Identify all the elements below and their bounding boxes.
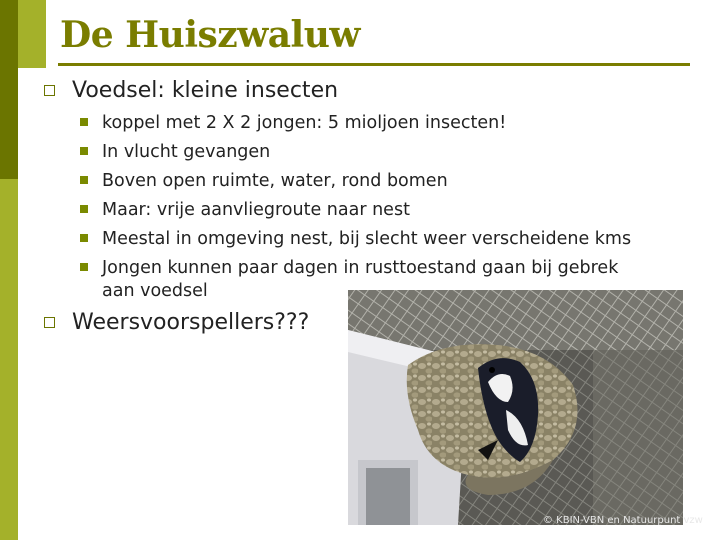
sidebar-tab (18, 0, 46, 68)
house-martin-nest-illustration (348, 290, 683, 525)
sub-bullet-text: Boven open ruimte, water, rond bomen (102, 171, 448, 191)
sidebar-light-band (0, 179, 18, 540)
bullet-text: Voedsel: kleine insecten (72, 78, 339, 103)
filled-square-bullet-icon (80, 147, 88, 155)
bullet-text: Weersvoorspellers??? (72, 310, 310, 335)
filled-square-bullet-icon (80, 205, 88, 213)
sub-bullet-text: koppel met 2 X 2 jongen: 5 mioljoen insecten! (102, 113, 507, 133)
photo-credit: © KBIN-VBN en Natuurpunt vzw (543, 515, 703, 526)
slide-title: De Huiszwaluw (60, 14, 360, 56)
swallow-nest-photo (348, 290, 683, 525)
square-bullet-icon (44, 85, 55, 96)
filled-square-bullet-icon (80, 118, 88, 126)
sub-bullet-text: In vlucht gevangen (102, 142, 271, 162)
filled-square-bullet-icon (80, 176, 88, 184)
sub-bullet-text: Maar: vrije aanvliegroute naar nest (102, 200, 410, 220)
filled-square-bullet-icon (80, 263, 88, 271)
sub-bullet-text: Meestal in omgeving nest, bij slecht weer verscheidene kms (102, 229, 632, 249)
filled-square-bullet-icon (80, 234, 88, 242)
sidebar-dark-band (0, 0, 18, 179)
sub-bullet-text: aan voedsel (102, 281, 208, 301)
square-bullet-icon (44, 317, 55, 328)
sub-bullet-text: Jongen kunnen paar dagen in rusttoestand gaan bij gebrek (102, 258, 619, 278)
title-underline (58, 63, 690, 66)
